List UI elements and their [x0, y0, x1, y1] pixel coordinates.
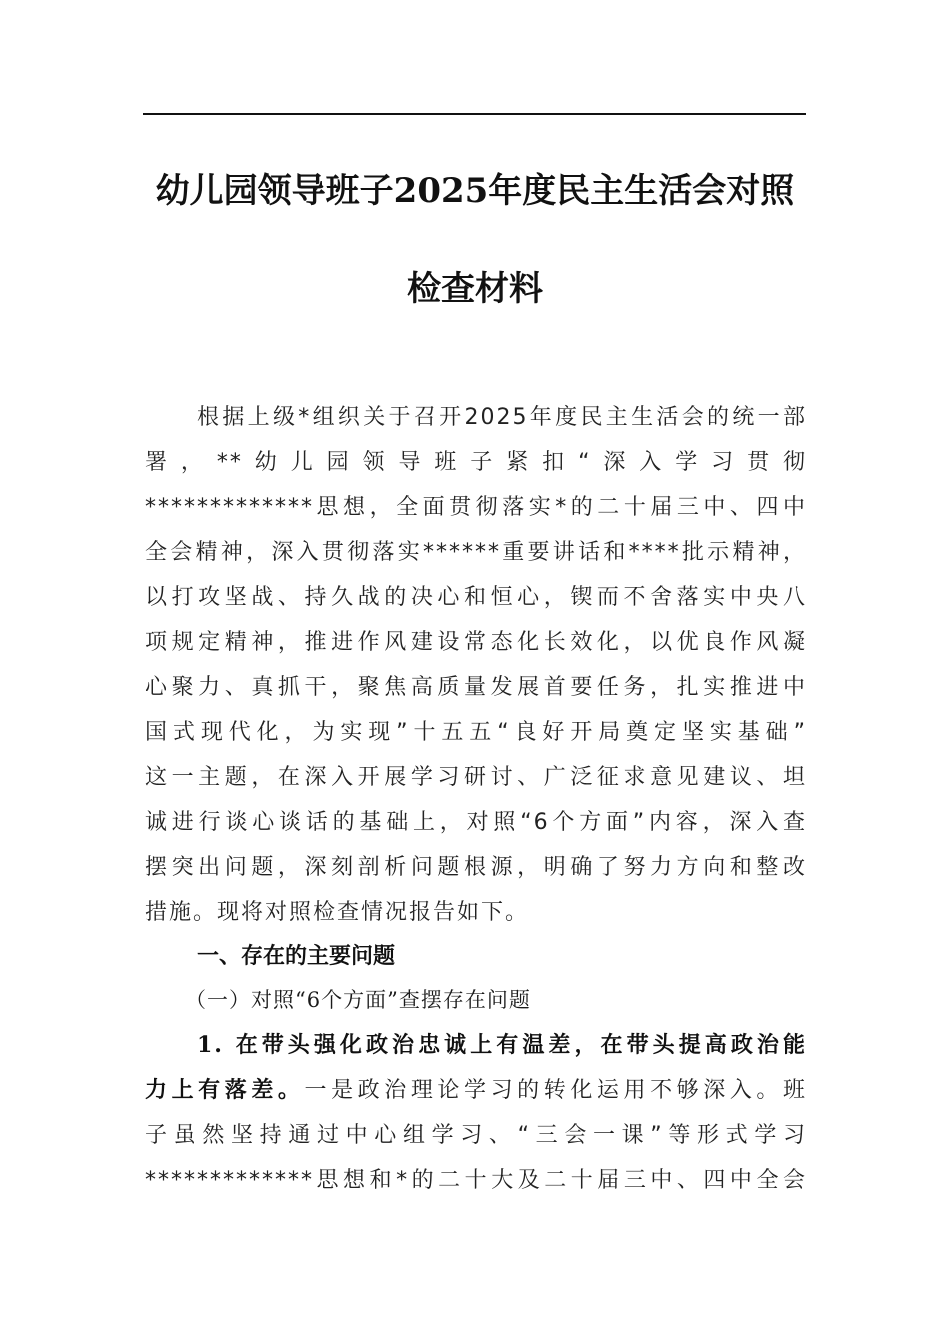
item-1-paragraph [145, 1023, 807, 1203]
document-body [145, 395, 807, 1203]
paragraph-line: 措施。现将对照检查情况报告如下。 [145, 900, 530, 925]
paragraph-line: *************思想，全面贯彻落实*的二十届三中、四中 [145, 495, 807, 520]
paragraph-line: 根据上级*组织关于召开2025年度民主生活会的统一部 [197, 405, 807, 430]
item-1-text: 一是政治理论学习的转化运用不够深入。班 [304, 1078, 807, 1103]
title-line-1: 幼儿园领导班子2025年度民主生活会对照 [155, 171, 795, 211]
section-heading: 一、存在的主要问题 [197, 944, 396, 969]
title-line-2: 检查材料 [407, 269, 543, 309]
paragraph-line [145, 1068, 807, 1113]
item-1-bold-heading: 1. 在带头强化政治忠诚上有温差，在带头提高政治能 [197, 1032, 807, 1058]
paragraph-line: 诚进行谈心谈话的基础上，对照“6个方面”内容，深入查 [145, 810, 807, 835]
paragraph-line: 项规定精神，推进作风建设常态化长效化，以优良作风凝 [145, 630, 807, 655]
paragraph-line: 全会精神，深入贯彻落实******重要讲话和****批示精神， [145, 540, 807, 565]
intro-paragraph [145, 395, 807, 935]
item-1-bold-heading-end: 力上有落差。 [145, 1077, 305, 1103]
paragraph-line: 摆突出问题，深刻剖析问题根源，明确了努力方向和整改 [145, 855, 807, 880]
paragraph-line: 国式现代化，为实现”十五五“良好开局奠定坚实基础” [145, 720, 807, 745]
document-title [145, 163, 805, 359]
paragraph-line: 署，**幼儿园领导班子紧扣“深入学习贯彻 [145, 450, 807, 475]
paragraph-line: *************思想和*的二十大及二十届三中、四中全会 [145, 1168, 807, 1193]
subsection-heading: （一）对照“6个方面”查摆存在问题 [185, 988, 531, 1012]
paragraph-line: 子虽然坚持通过中心组学习、“三会一课”等形式学习 [145, 1123, 807, 1148]
paragraph-line: 这一主题，在深入开展学习研讨、广泛征求意见建议、坦 [145, 765, 807, 790]
paragraph-line: 以打攻坚战、持久战的决心和恒心，锲而不舍落实中央八 [145, 585, 807, 610]
paragraph-line: 心聚力、真抓干，聚焦高质量发展首要任务，扎实推进中 [145, 675, 807, 700]
header-rule [143, 113, 806, 115]
